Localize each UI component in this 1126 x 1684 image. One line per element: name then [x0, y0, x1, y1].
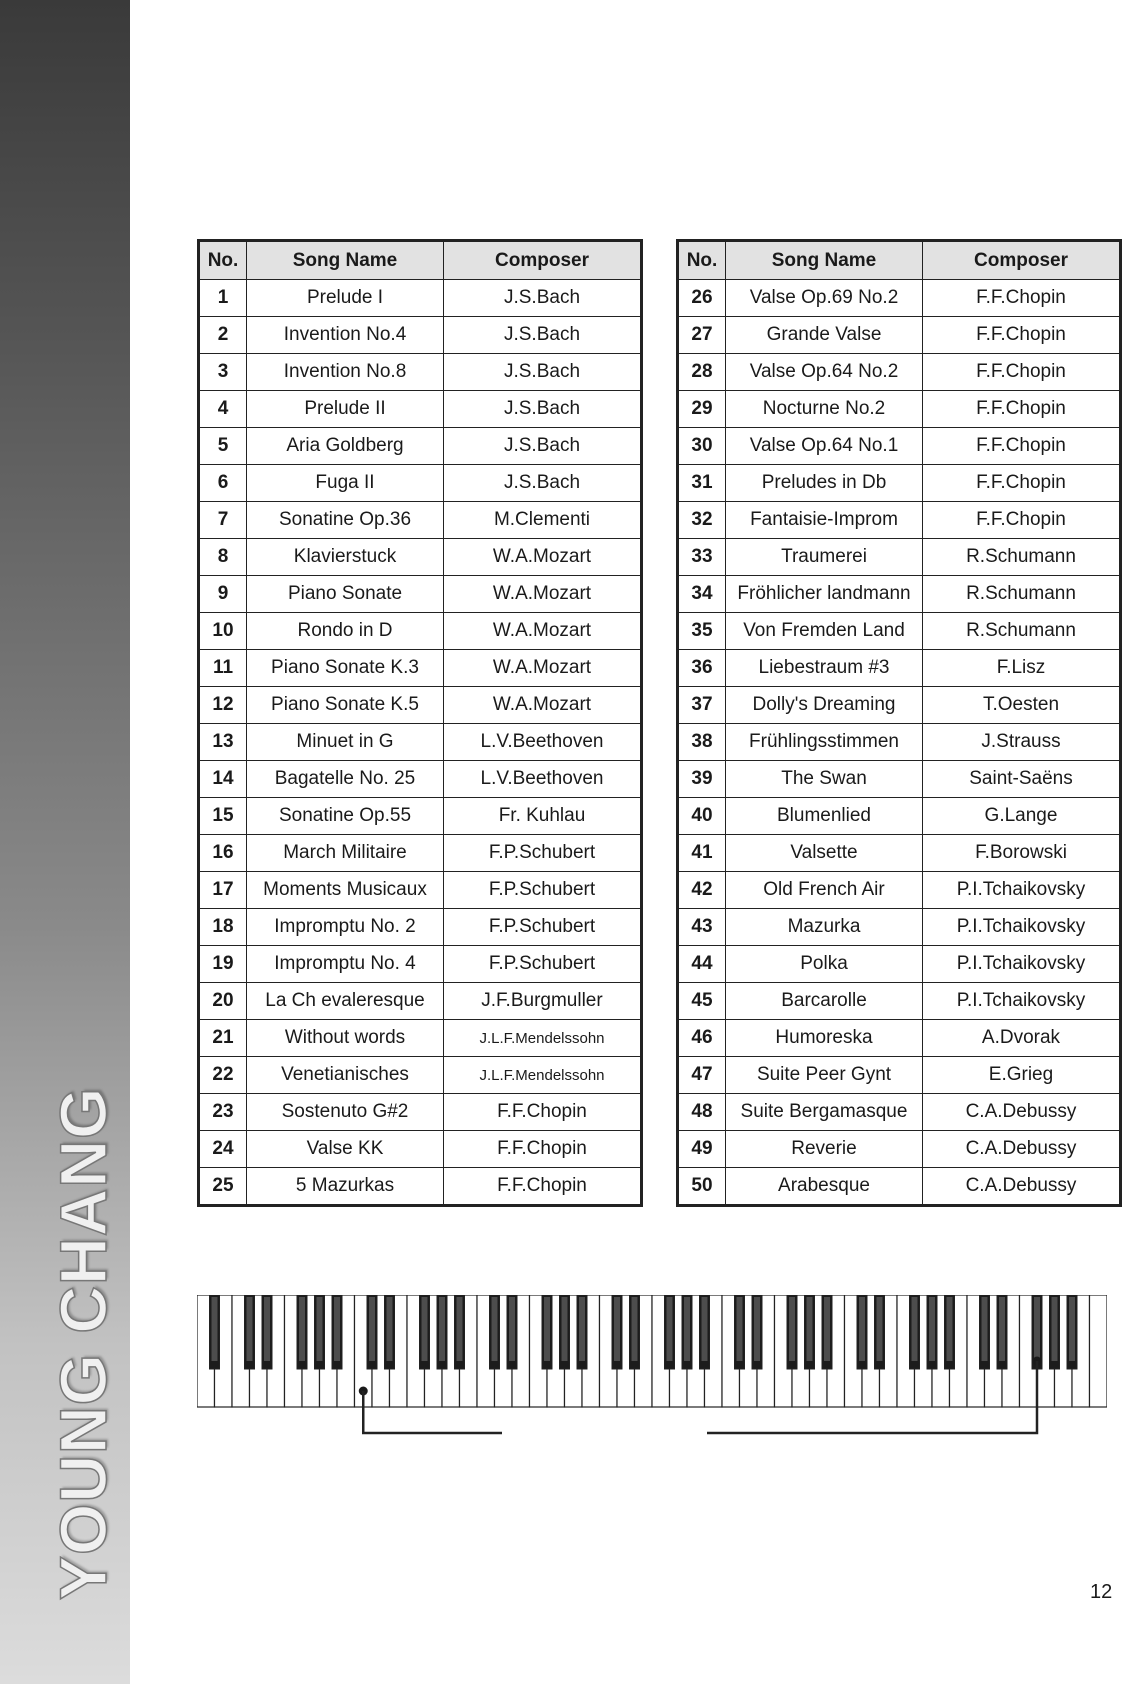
song-name: Sonatine Op.55 — [247, 798, 444, 835]
song-name: Valsette — [726, 835, 923, 872]
song-name: Mazurka — [726, 909, 923, 946]
table-row — [678, 576, 1121, 613]
song-number: 35 — [678, 613, 726, 650]
table-row — [199, 576, 642, 613]
song-number: 19 — [199, 946, 247, 983]
table-row — [199, 724, 642, 761]
table-row — [199, 1131, 642, 1168]
composer-name: J.S.Bach — [444, 280, 642, 317]
header-song-name: Song Name — [247, 241, 444, 280]
table-row — [199, 428, 642, 465]
song-number: 15 — [199, 798, 247, 835]
composer-name: P.I.Tchaikovsky — [923, 983, 1121, 1020]
table-row — [678, 946, 1121, 983]
song-number: 1 — [199, 280, 247, 317]
song-number: 48 — [678, 1094, 726, 1131]
table-row — [678, 687, 1121, 724]
song-name: Piano Sonate — [247, 576, 444, 613]
song-name: Impromptu No. 2 — [247, 909, 444, 946]
black-key-highlight — [947, 1297, 953, 1361]
song-number: 7 — [199, 502, 247, 539]
black-key-highlight — [317, 1297, 323, 1361]
composer-name: W.A.Mozart — [444, 613, 642, 650]
black-key-highlight — [492, 1297, 498, 1361]
table-row — [678, 613, 1121, 650]
song-number: 14 — [199, 761, 247, 798]
composer-name: J.L.F.Mendelssohn — [444, 1057, 642, 1094]
composer-name: W.A.Mozart — [444, 576, 642, 613]
brand-logo: YOUNG CHANG — [46, 1086, 120, 1600]
song-number: 31 — [678, 465, 726, 502]
composer-name: F.P.Schubert — [444, 872, 642, 909]
song-name: Frühlingsstimmen — [726, 724, 923, 761]
black-key-highlight — [299, 1297, 305, 1361]
table-row — [199, 465, 642, 502]
song-number: 6 — [199, 465, 247, 502]
table-row — [678, 835, 1121, 872]
composer-name: C.A.Debussy — [923, 1168, 1121, 1206]
composer-name: T.Oesten — [923, 687, 1121, 724]
song-number: 13 — [199, 724, 247, 761]
composer-name: G.Lange — [923, 798, 1121, 835]
song-number: 28 — [678, 354, 726, 391]
table-row — [199, 798, 642, 835]
song-number: 20 — [199, 983, 247, 1020]
black-key-highlight — [737, 1297, 743, 1361]
black-key-highlight — [579, 1297, 585, 1361]
table-row — [678, 1168, 1121, 1206]
song-name: Piano Sonate K.5 — [247, 687, 444, 724]
composer-name: F.F.Chopin — [923, 354, 1121, 391]
song-name: Nocturne No.2 — [726, 391, 923, 428]
black-key-highlight — [807, 1297, 813, 1361]
table-row — [199, 761, 642, 798]
table-row — [199, 909, 642, 946]
table-row — [199, 502, 642, 539]
song-name: Fantaisie-Improm — [726, 502, 923, 539]
composer-name: F.F.Chopin — [923, 280, 1121, 317]
composer-name: W.A.Mozart — [444, 650, 642, 687]
song-name: Invention No.4 — [247, 317, 444, 354]
composer-name: P.I.Tchaikovsky — [923, 946, 1121, 983]
table-row — [199, 983, 642, 1020]
composer-name: Saint-Saëns — [923, 761, 1121, 798]
table-header-row — [199, 241, 642, 280]
song-table-left — [197, 239, 643, 1207]
composer-name: F.Lisz — [923, 650, 1121, 687]
composer-name: F.P.Schubert — [444, 946, 642, 983]
composer-name: C.A.Debussy — [923, 1094, 1121, 1131]
header-no: No. — [199, 241, 247, 280]
song-number: 50 — [678, 1168, 726, 1206]
song-name: Suite Bergamasque — [726, 1094, 923, 1131]
black-key-highlight — [824, 1297, 830, 1361]
song-number: 32 — [678, 502, 726, 539]
song-number: 36 — [678, 650, 726, 687]
black-key-highlight — [1034, 1297, 1040, 1361]
song-name: Von Fremden Land — [726, 613, 923, 650]
song-number: 16 — [199, 835, 247, 872]
song-name: Valse Op.69 No.2 — [726, 280, 923, 317]
song-number: 41 — [678, 835, 726, 872]
song-number: 25 — [199, 1168, 247, 1206]
black-key-highlight — [422, 1297, 428, 1361]
table-row — [199, 539, 642, 576]
song-name: Valse Op.64 No.1 — [726, 428, 923, 465]
song-number: 11 — [199, 650, 247, 687]
song-number: 10 — [199, 613, 247, 650]
composer-name: J.S.Bach — [444, 317, 642, 354]
composer-name: P.I.Tchaikovsky — [923, 909, 1121, 946]
song-name: The Swan — [726, 761, 923, 798]
table-row — [678, 650, 1121, 687]
song-number: 33 — [678, 539, 726, 576]
table-row — [199, 1057, 642, 1094]
composer-name: A.Dvorak — [923, 1020, 1121, 1057]
composer-name: E.Grieg — [923, 1057, 1121, 1094]
table-row — [199, 317, 642, 354]
header-composer: Composer — [923, 241, 1121, 280]
song-name: Valse Op.64 No.2 — [726, 354, 923, 391]
song-name: Reverie — [726, 1131, 923, 1168]
table-row — [199, 946, 642, 983]
table-row — [199, 280, 642, 317]
composer-name: J.S.Bach — [444, 354, 642, 391]
song-number: 30 — [678, 428, 726, 465]
song-number: 8 — [199, 539, 247, 576]
song-name: Fuga II — [247, 465, 444, 502]
composer-name: L.V.Beethoven — [444, 761, 642, 798]
song-name: Prelude II — [247, 391, 444, 428]
piano-keyboard-diagram — [197, 1295, 1107, 1455]
black-key-highlight — [439, 1297, 445, 1361]
composer-name: C.A.Debussy — [923, 1131, 1121, 1168]
table-row — [199, 650, 642, 687]
table-row — [678, 1131, 1121, 1168]
song-name: Arabesque — [726, 1168, 923, 1206]
black-key-highlight — [912, 1297, 918, 1361]
song-name: Venetianisches — [247, 1057, 444, 1094]
composer-name: F.P.Schubert — [444, 835, 642, 872]
song-name: Piano Sonate K.3 — [247, 650, 444, 687]
song-name: Liebestraum #3 — [726, 650, 923, 687]
song-name: Invention No.8 — [247, 354, 444, 391]
song-name: Fröhlicher landmann — [726, 576, 923, 613]
table-row — [678, 502, 1121, 539]
song-number: 47 — [678, 1057, 726, 1094]
composer-name: F.P.Schubert — [444, 909, 642, 946]
song-number: 40 — [678, 798, 726, 835]
composer-name: F.F.Chopin — [923, 428, 1121, 465]
song-name: La Ch evaleresque — [247, 983, 444, 1020]
black-key-highlight — [509, 1297, 515, 1361]
table-row — [199, 687, 642, 724]
composer-name: F.F.Chopin — [444, 1168, 642, 1206]
song-number: 29 — [678, 391, 726, 428]
composer-name: J.S.Bach — [444, 428, 642, 465]
song-name: Bagatelle No. 25 — [247, 761, 444, 798]
black-key-highlight — [387, 1297, 393, 1361]
table-row — [678, 724, 1121, 761]
black-key-highlight — [684, 1297, 690, 1361]
composer-name: J.S.Bach — [444, 391, 642, 428]
composer-name: F.F.Chopin — [923, 502, 1121, 539]
black-key-highlight — [369, 1297, 375, 1361]
song-name: Without words — [247, 1020, 444, 1057]
song-name: Impromptu No. 4 — [247, 946, 444, 983]
composer-name: R.Schumann — [923, 576, 1121, 613]
song-name: Blumenlied — [726, 798, 923, 835]
table-row — [199, 872, 642, 909]
black-key-highlight — [614, 1297, 620, 1361]
song-number: 23 — [199, 1094, 247, 1131]
composer-name: J.S.Bach — [444, 465, 642, 502]
song-name: 5 Mazurkas — [247, 1168, 444, 1206]
song-name: Barcarolle — [726, 983, 923, 1020]
black-key-highlight — [929, 1297, 935, 1361]
table-row — [678, 761, 1121, 798]
song-name: Traumerei — [726, 539, 923, 576]
table-row — [678, 539, 1121, 576]
song-number: 4 — [199, 391, 247, 428]
song-number: 46 — [678, 1020, 726, 1057]
black-key-highlight — [457, 1297, 463, 1361]
page-number: 12 — [1090, 1581, 1113, 1603]
header-composer: Composer — [444, 241, 642, 280]
table-row — [199, 1020, 642, 1057]
table-row — [678, 909, 1121, 946]
composer-name: P.I.Tchaikovsky — [923, 872, 1121, 909]
composer-name: J.F.Burgmuller — [444, 983, 642, 1020]
song-number: 27 — [678, 317, 726, 354]
sidebar-band — [0, 0, 130, 1684]
black-key-highlight — [982, 1297, 988, 1361]
song-number: 39 — [678, 761, 726, 798]
song-table-right — [676, 239, 1122, 1207]
table-row — [678, 391, 1121, 428]
song-number: 45 — [678, 983, 726, 1020]
song-name: Sonatine Op.36 — [247, 502, 444, 539]
header-song-name: Song Name — [726, 241, 923, 280]
table-row — [678, 983, 1121, 1020]
black-key-highlight — [667, 1297, 673, 1361]
song-number: 24 — [199, 1131, 247, 1168]
black-key-highlight — [247, 1297, 253, 1361]
white-key — [1090, 1295, 1108, 1407]
table-row — [678, 1057, 1121, 1094]
composer-name: F.F.Chopin — [923, 465, 1121, 502]
black-key-highlight — [562, 1297, 568, 1361]
table-row — [199, 613, 642, 650]
song-name: Suite Peer Gynt — [726, 1057, 923, 1094]
composer-name: Fr. Kuhlau — [444, 798, 642, 835]
composer-name: L.V.Beethoven — [444, 724, 642, 761]
composer-name: J.L.F.Mendelssohn — [444, 1020, 642, 1057]
table-row — [678, 317, 1121, 354]
table-row — [199, 354, 642, 391]
table-row — [678, 872, 1121, 909]
black-key-highlight — [999, 1297, 1005, 1361]
black-key-highlight — [264, 1297, 270, 1361]
song-number: 37 — [678, 687, 726, 724]
black-key-highlight — [544, 1297, 550, 1361]
song-name: Humoreska — [726, 1020, 923, 1057]
table-row — [678, 428, 1121, 465]
composer-name: J.Strauss — [923, 724, 1121, 761]
song-name: Klavierstuck — [247, 539, 444, 576]
black-key-highlight — [877, 1297, 883, 1361]
song-number: 42 — [678, 872, 726, 909]
song-name: Old French Air — [726, 872, 923, 909]
composer-name: W.A.Mozart — [444, 687, 642, 724]
black-key-highlight — [334, 1297, 340, 1361]
table-row — [678, 1094, 1121, 1131]
composer-name: R.Schumann — [923, 613, 1121, 650]
song-number: 49 — [678, 1131, 726, 1168]
table-row — [678, 465, 1121, 502]
song-number: 3 — [199, 354, 247, 391]
song-name: Prelude I — [247, 280, 444, 317]
song-number: 34 — [678, 576, 726, 613]
composer-name: M.Clementi — [444, 502, 642, 539]
song-number: 17 — [199, 872, 247, 909]
song-number: 5 — [199, 428, 247, 465]
song-name: Preludes in Db — [726, 465, 923, 502]
song-number: 38 — [678, 724, 726, 761]
song-number: 12 — [199, 687, 247, 724]
black-key-highlight — [754, 1297, 760, 1361]
song-number: 18 — [199, 909, 247, 946]
song-number: 21 — [199, 1020, 247, 1057]
composer-name: F.F.Chopin — [923, 391, 1121, 428]
song-name: Aria Goldberg — [247, 428, 444, 465]
song-number: 2 — [199, 317, 247, 354]
song-name: Moments Musicaux — [247, 872, 444, 909]
song-name: March Militaire — [247, 835, 444, 872]
table-row — [199, 1094, 642, 1131]
black-key-highlight — [859, 1297, 865, 1361]
black-key-highlight — [702, 1297, 708, 1361]
black-key-highlight — [1069, 1297, 1075, 1361]
composer-name: W.A.Mozart — [444, 539, 642, 576]
composer-name: F.F.Chopin — [444, 1094, 642, 1131]
composer-name: R.Schumann — [923, 539, 1121, 576]
song-number: 22 — [199, 1057, 247, 1094]
song-name: Valse KK — [247, 1131, 444, 1168]
song-number: 43 — [678, 909, 726, 946]
black-key-highlight — [632, 1297, 638, 1361]
song-number: 9 — [199, 576, 247, 613]
black-key-highlight — [789, 1297, 795, 1361]
table-row — [199, 391, 642, 428]
song-name: Polka — [726, 946, 923, 983]
song-name: Sostenuto G#2 — [247, 1094, 444, 1131]
song-name: Grande Valse — [726, 317, 923, 354]
header-no: No. — [678, 241, 726, 280]
table-row — [678, 798, 1121, 835]
composer-name: F.F.Chopin — [923, 317, 1121, 354]
table-header-row — [678, 241, 1121, 280]
song-name: Rondo in D — [247, 613, 444, 650]
song-number: 26 — [678, 280, 726, 317]
black-key-highlight — [212, 1297, 218, 1361]
table-row — [678, 354, 1121, 391]
table-row — [678, 280, 1121, 317]
table-row — [678, 1020, 1121, 1057]
composer-name: F.F.Chopin — [444, 1131, 642, 1168]
black-key-highlight — [1052, 1297, 1058, 1361]
composer-name: F.Borowski — [923, 835, 1121, 872]
song-name: Dolly's Dreaming — [726, 687, 923, 724]
song-name: Minuet in G — [247, 724, 444, 761]
table-row — [199, 835, 642, 872]
table-row — [199, 1168, 642, 1206]
song-number: 44 — [678, 946, 726, 983]
